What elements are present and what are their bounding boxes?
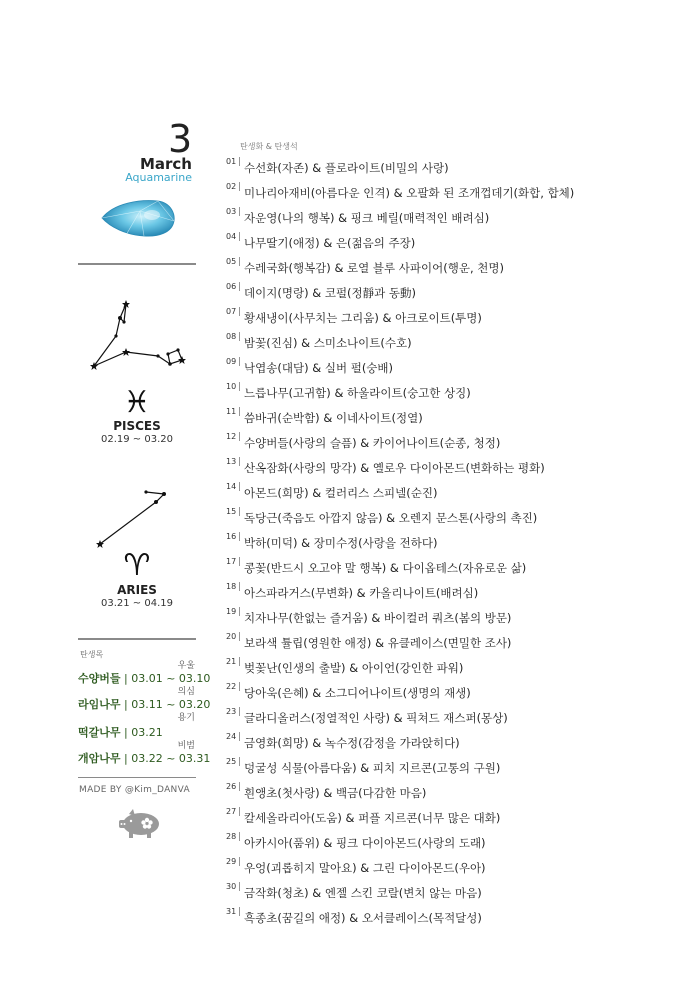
separator: | xyxy=(238,507,242,517)
day-row xyxy=(226,682,471,702)
day-row xyxy=(226,482,437,502)
day-row xyxy=(226,257,504,277)
day-number: 11 xyxy=(226,407,237,416)
flower-stone-text: 덩굴성 식물(아름다움) & 피치 지르콘(고통의 구원) xyxy=(244,761,501,775)
day-row xyxy=(226,832,486,852)
separator: | xyxy=(238,782,242,792)
aries-name: ARIES xyxy=(117,583,157,597)
tree-dates: 03.01 ~ 03.10 xyxy=(131,672,211,685)
flower-stone-text: 보라색 튤립(영원한 애정) & 유클레이스(면밀한 조사) xyxy=(244,636,512,650)
pig-logo-icon xyxy=(117,808,163,840)
separator: | xyxy=(238,707,242,717)
day-row xyxy=(226,207,489,227)
day-number: 29 xyxy=(226,857,237,866)
day-number: 02 xyxy=(226,182,237,191)
pisces-symbol: ♓ xyxy=(123,385,151,420)
day-number: 14 xyxy=(226,482,237,491)
day-row xyxy=(226,182,574,202)
flower-stone-text: 아몬드(희망) & 컬러리스 스피넬(순진) xyxy=(244,486,438,500)
day-number: 10 xyxy=(226,382,237,391)
aries-dates: 03.21 ~ 04.19 xyxy=(101,598,173,609)
separator: | xyxy=(238,432,242,442)
day-number: 25 xyxy=(226,757,237,766)
day-number: 03 xyxy=(226,207,237,216)
day-number: 24 xyxy=(226,732,237,741)
separator: | xyxy=(238,407,242,417)
day-number: 08 xyxy=(226,332,237,341)
separator: | xyxy=(238,457,242,467)
tree-meaning: 용기 xyxy=(177,713,195,723)
flower-stone-text: 아카시아(품위) & 핑크 다이아몬드(사랑의 도래) xyxy=(244,836,486,850)
separator: | xyxy=(238,307,242,317)
credit-text: MADE BY @Kim_DANVA xyxy=(79,785,190,795)
flower-stone-text: 데이지(명랑) & 코펄(정靜과 동動) xyxy=(244,286,417,300)
day-row xyxy=(226,857,486,877)
day-row xyxy=(226,782,426,802)
day-row xyxy=(226,232,415,252)
flower-stone-text: 흰앵초(첫사랑) & 백금(다감한 마음) xyxy=(244,786,427,800)
day-number: 21 xyxy=(226,657,237,666)
tree-dates: 03.11 ~ 03.20 xyxy=(131,698,211,711)
separator: | xyxy=(238,357,242,367)
month-name: March xyxy=(139,155,192,173)
day-number: 28 xyxy=(226,832,237,841)
flower-stone-text: 칼세올라리아(도움) & 퍼플 지르콘(너무 많은 대화) xyxy=(244,811,501,825)
flower-stone-text: 나무딸기(애정) & 은(젊음의 주장) xyxy=(244,236,416,250)
separator: | xyxy=(238,282,242,292)
flower-stone-text: 느릅나무(고귀함) & 하울라이트(숭고한 상징) xyxy=(244,386,471,400)
flower-stone-text: 흑종초(꿈길의 애정) & 오서클레이스(목적달성) xyxy=(244,911,482,925)
day-row xyxy=(226,632,511,652)
flower-stone-text: 수양버들(사랑의 슬픔) & 카이어나이트(순종, 청정) xyxy=(244,436,501,450)
day-row xyxy=(226,657,463,677)
separator: | xyxy=(238,232,242,242)
day-row xyxy=(226,882,482,902)
separator: | xyxy=(238,732,242,742)
day-number: 31 xyxy=(226,907,237,916)
separator: | xyxy=(238,557,242,567)
tree-meaning: 비범 xyxy=(177,741,195,751)
divider-bottom xyxy=(78,777,196,778)
separator: | xyxy=(238,907,242,917)
day-row xyxy=(226,582,478,602)
flower-stone-text: 글라디올러스(정열적인 사랑) & 픽쳐드 재스퍼(몽상) xyxy=(244,711,508,725)
day-number: 15 xyxy=(226,507,237,516)
month-number: 3 xyxy=(168,117,193,161)
day-row xyxy=(226,732,460,752)
flower-stone-text: 황새냉이(사무치는 그리움) & 아크로이트(투명) xyxy=(244,311,482,325)
day-row xyxy=(226,757,500,777)
day-row xyxy=(226,507,537,527)
aquamarine-gem-image xyxy=(100,195,176,241)
day-number: 09 xyxy=(226,357,237,366)
day-number: 17 xyxy=(226,557,237,566)
flower-stone-text: 독당근(죽음도 아깝지 않음) & 오렌지 문스톤(사랑의 촉진) xyxy=(244,511,538,525)
day-number: 19 xyxy=(226,607,237,616)
flower-stone-text: 씀바귀(순박함) & 이네사이트(정열) xyxy=(244,411,423,425)
day-number: 16 xyxy=(226,532,237,541)
day-row xyxy=(226,382,471,402)
flower-stone-text: 낙엽송(대담) & 실버 펄(숭배) xyxy=(244,361,394,375)
flower-stone-text: 산옥잠화(사랑의 망각) & 옐로우 다이아몬드(변화하는 평화) xyxy=(244,461,545,475)
separator: | xyxy=(238,857,242,867)
day-row xyxy=(226,532,437,552)
birth-tree-title: 탄생목 xyxy=(80,650,104,659)
day-number: 27 xyxy=(226,807,237,816)
flower-stone-text: 콩꽃(반드시 오고야 말 행복) & 다이옵테스(자유로운 삶) xyxy=(244,561,527,575)
separator: | xyxy=(238,482,242,492)
separator: | xyxy=(238,257,242,267)
day-row xyxy=(226,807,500,827)
day-number: 06 xyxy=(226,282,237,291)
day-row xyxy=(226,357,393,377)
day-row xyxy=(226,157,449,177)
flower-stone-text: 치자나무(한없는 즐거움) & 바이컬러 쿼츠(봄의 방문) xyxy=(244,611,512,625)
tree-dates: 03.22 ~ 03.31 xyxy=(131,752,211,765)
tree-dates: 03.21 xyxy=(131,726,163,739)
flower-stone-text: 박하(미덕) & 장미수정(사랑을 전하다) xyxy=(244,536,438,550)
day-number: 18 xyxy=(226,582,237,591)
day-row xyxy=(226,282,416,302)
tree-entry: 수양버들 | 03.01 ~ 03.10 xyxy=(78,672,211,685)
separator: | xyxy=(238,382,242,392)
flower-stone-text: 수레국화(행복감) & 로열 블루 사파이어(행운, 천명) xyxy=(244,261,504,275)
day-number: 20 xyxy=(226,632,237,641)
tree-meaning: 우울 xyxy=(177,661,195,671)
flower-stone-text: 자운영(나의 행복) & 핑크 베릴(매력적인 배려심) xyxy=(244,211,490,225)
tree-entry: 라임나무 | 03.11 ~ 03.20 xyxy=(78,698,211,711)
separator: | xyxy=(238,157,242,167)
tree-name: 수양버들 xyxy=(78,672,121,685)
list-header: 탄생화 & 탄생석 xyxy=(240,142,298,151)
tree-name: 개암나무 xyxy=(78,752,121,765)
day-row xyxy=(226,707,508,727)
day-row xyxy=(226,332,412,352)
day-row xyxy=(226,557,526,577)
day-number: 12 xyxy=(226,432,237,441)
birthstone-name: Aquamarine xyxy=(125,171,192,184)
day-row xyxy=(226,607,511,627)
pisces-dates: 02.19 ~ 03.20 xyxy=(101,434,173,445)
flower-stone-text: 우엉(괴롭히지 말아요) & 그린 다이아몬드(우아) xyxy=(244,861,486,875)
separator: | xyxy=(238,332,242,342)
aries-constellation-icon xyxy=(90,488,180,550)
flower-stone-text: 금영화(희망) & 녹수정(감정을 가라앉히다) xyxy=(244,736,460,750)
flower-stone-text: 미나리아재비(아름다운 인격) & 오팔화 된 조개껍데기(화합, 합체) xyxy=(244,186,575,200)
day-row xyxy=(226,407,423,427)
day-number: 04 xyxy=(226,232,237,241)
flower-stone-text: 밤꽃(진심) & 스미소나이트(수호) xyxy=(244,336,412,350)
tree-name: 떡갈나무 xyxy=(78,726,121,739)
divider-top xyxy=(78,263,196,265)
aries-symbol: ♈ xyxy=(123,548,151,583)
separator: | xyxy=(238,582,242,592)
flower-stone-text: 수선화(자존) & 플로라이트(비밀의 사랑) xyxy=(244,161,449,175)
separator: | xyxy=(238,182,242,192)
day-number: 23 xyxy=(226,707,237,716)
separator: | xyxy=(238,757,242,767)
flower-stone-text: 당아욱(은혜) & 소그디어나이트(생명의 재생) xyxy=(244,686,471,700)
tree-meaning: 의심 xyxy=(177,687,195,697)
day-number: 30 xyxy=(226,882,237,891)
divider-middle xyxy=(78,638,196,640)
separator: | xyxy=(238,832,242,842)
separator: | xyxy=(238,607,242,617)
tree-name: 라임나무 xyxy=(78,698,121,711)
day-number: 07 xyxy=(226,307,237,316)
day-number: 13 xyxy=(226,457,237,466)
day-row xyxy=(226,457,545,477)
day-number: 26 xyxy=(226,782,237,791)
tree-entry: 떡갈나무 | 03.21 xyxy=(78,726,163,739)
separator: | xyxy=(238,632,242,642)
pisces-name: PISCES xyxy=(113,419,161,433)
flower-stone-text: 벚꽃난(인생의 출발) & 아이언(강인한 파워) xyxy=(244,661,464,675)
separator: | xyxy=(238,657,242,667)
day-number: 01 xyxy=(226,157,237,166)
day-row xyxy=(226,307,482,327)
separator: | xyxy=(238,207,242,217)
separator: | xyxy=(238,682,242,692)
pisces-constellation-icon xyxy=(80,296,192,382)
flower-stone-text: 금작화(청초) & 엔젤 스킨 코랄(변치 않는 마음) xyxy=(244,886,482,900)
separator: | xyxy=(238,532,242,542)
tree-entry: 개암나무 | 03.22 ~ 03.31 xyxy=(78,752,211,765)
separator: | xyxy=(238,882,242,892)
flower-stone-text: 아스파라거스(무변화) & 카올리나이트(배려심) xyxy=(244,586,479,600)
day-number: 22 xyxy=(226,682,237,691)
separator: | xyxy=(238,807,242,817)
day-row xyxy=(226,907,482,927)
day-row xyxy=(226,432,500,452)
day-number: 05 xyxy=(226,257,237,266)
